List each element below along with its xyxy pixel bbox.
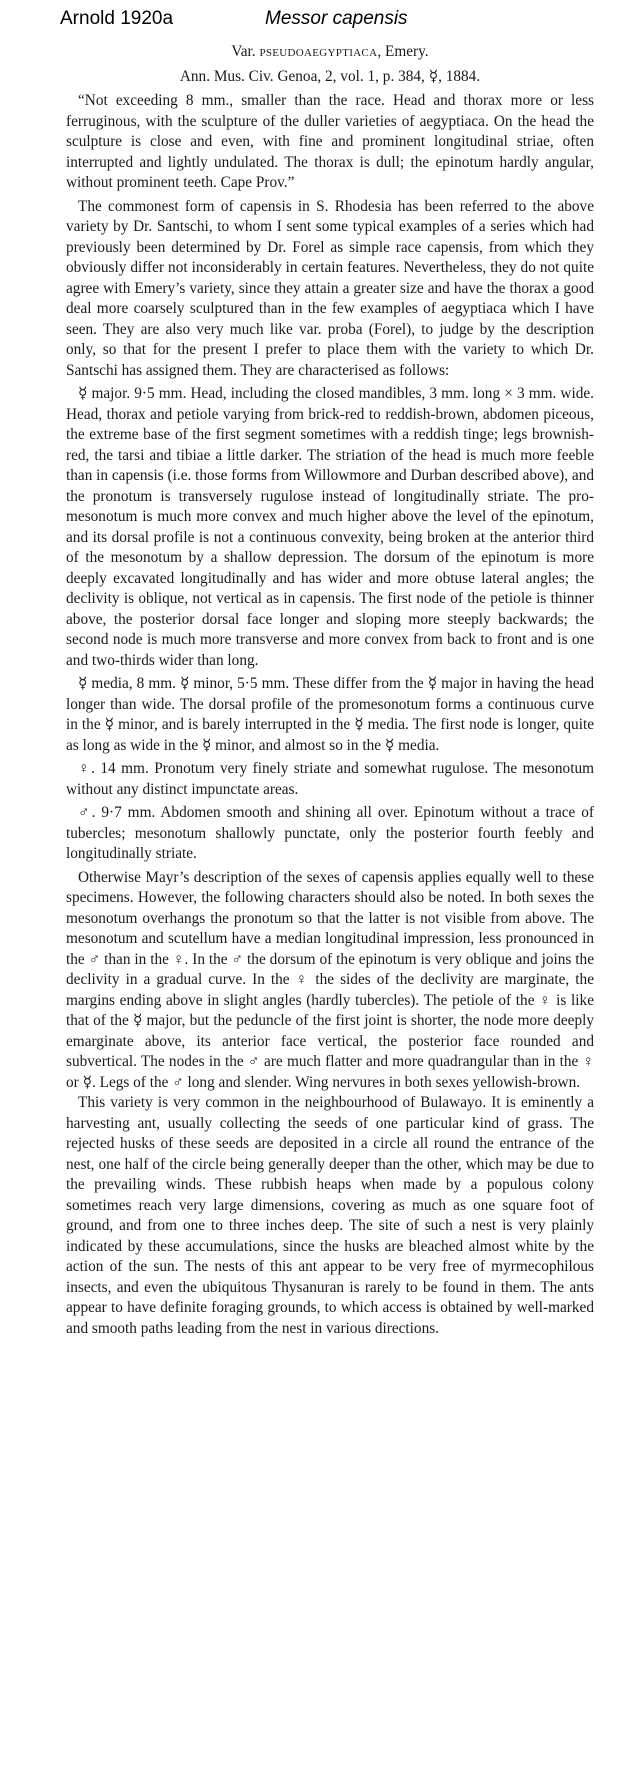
variety-title (66, 42, 594, 63)
paragraph-sexes: Otherwise Mayr’s description of the sexes of capensis applies equally well to these specimens. However, the following characters should also be noted. In both sexes the mesonotum overhangs the pronotum so that the latter is not visible from above. The mesonotum and scutellum have a median longitudinal impression, less pronounced in the ♂ than in the ♀. In the ♂ the dorsum of the epinotum is very oblique and joins the declivity in a gradual curve. In the ♀ the sides of the declivity are marginate, the margins ending above in slight angles (hardly tubercles). The petiole of the ♀ is like that of the ☿ major, but the peduncle of the first joint is shorter, the node more deeply emarginate above, its anterior face vertical, the posterior face rounded and subvertical. The nodes in the ♂ are much flatter and more quadrangular than in the ♀ or ☿. Legs of the ♂ long and slender. Wing nervures in both sexes yellowish-brown. (66, 868, 594, 1091)
paragraph-quote: “Not exceeding 8 mm., smaller than the race. Head and thorax more or less ferruginous, with the sculpture of the duller varieties of aegyptiaca. On the head the sculpture is close and even, with fine and prominent longitudinal striae, often interrupted and lightly undulated. The thorax is dull; the epinotum hardly angular, without prominent teeth. Cape Prov.” (66, 92, 594, 191)
paragraph-female: ♀. 14 mm. Pronotum very finely striate and somewhat rugulose. The mesonotum without any distinct impunctate areas. (66, 760, 594, 798)
paragraph-intro: The commonest form of capensis in S. Rhodesia has been referred to the above variety by Dr. Santschi, to whom I sent some typical examples of a series which had previously been determined by Dr. Forel as simple race capensis, from which they obviously differ not inconsiderably in certain features. Nevertheless, they do not quite agree with Emery’s variety, since they attain a greater size and have the thorax a good deal more coarsely sculptured than in the few examples of aegyptiaca which I have seen. They are also very much like var. proba (Forel), to judge by the description only, so that for the present I prefer to place them with the variety to which Dr. Santschi has assigned them. They are characterised as follows: (66, 197, 594, 379)
paragraph-worker-media-minor: ☿ media, 8 mm. ☿ minor, 5·5 mm. These differ from the ☿ major in having the head longer than wide. The dorsal profile of the promesonotum forms a continuous curve in the ☿ minor, and is barely interrupted in the ☿ media. The first node is longer, quite as long as wide in the ☿ minor, and almost so in the ☿ media. (66, 675, 594, 754)
variety-prefix: Var. (231, 43, 260, 60)
paragraph-worker-major: ☿ major. 9·5 mm. Head, including the closed mandibles, 3 mm. long × 3 mm. wide. Head, thorax and petiole varying from brick-red to reddish-brown, abdomen piceous, the extreme base of the first segment sometimes with a reddish tinge; legs brownish-red, the tarsi and tibiae a little darker. The striation of the head is much more feeble than in capensis (i.e. those forms from Willowmore and Durban described above), and the pronotum is transversely rugulose instead of longitudinally striate. The pro-mesonotum is much more convex and much higher above the level of the epinotum, and its dorsal profile is not a continuous convexity, being broken at the anterior third of the mesonotum by a shallow depression. The dorsum of the epinotum is more deeply excavated longitudinally and has wider and more obtuse lateral angles; the declivity is oblique, not vertical as in capensis. The first node of the petiole is thinner above, the posterior dorsal face longer and sloping more steeply backwards; the second node is much more transverse and more convex from back to front and is one and two-thirds wider than long. (66, 385, 594, 669)
variety-reference: Ann. Mus. Civ. Genoa, 2, vol. 1, p. 384, ☿, 1884. (179, 67, 481, 85)
paragraph-biology: This variety is very common in the neighbourhood of Bulawayo. It is eminently a harvesting ant, usually collecting the seeds of one particular kind of grass. The rejected husks of these seeds are deposited in a circle all round the entrance of the nest, one half of the circle being generally deeper than the other, which may be due to the prevailing winds. These rubbish heaps when made by a populous colony sometimes reach very large dimensions, covering as much as one square foot of ground, and from one to three inches deep. The site of such a nest is very plainly indicated by these accumulations, since the husks are bleached almost white by the action of the sun. The nests of this ant appear to be very free of myrmecophilous insects, and even the ubiquitous Thysanuran is rarely to be found in them. The ants appear to have definite foraging grounds, to which access is obtained by well-marked and smooth paths leading from the nest in various directions. (66, 1094, 594, 1337)
variety-author: , Emery. (377, 43, 429, 60)
page-header (0, 8, 638, 34)
variety-name: pseudoaegyptiaca (259, 43, 378, 60)
species-name: Messor capensis (265, 8, 408, 29)
source-citation: Arnold 1920a (60, 8, 174, 29)
document-body (66, 40, 594, 1339)
paragraph-male: ♂. 9·7 mm. Abdomen smooth and shining all over. Epinotum without a trace of tubercles; mesonotum shallowly punctate, only the posterior fourth feebly and longitudinally striate. (66, 804, 594, 862)
